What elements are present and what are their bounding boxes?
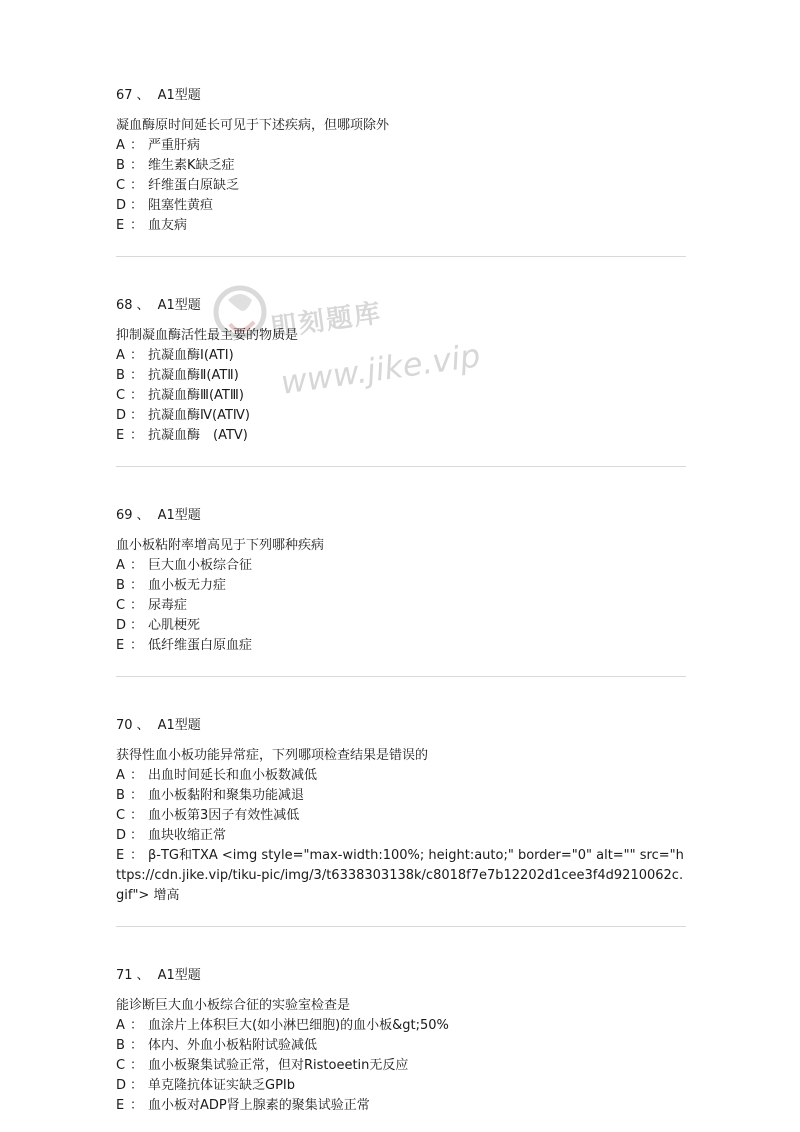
question-71 xyxy=(116,966,686,1116)
question-stem: 获得性血小板功能异常症，下列哪项检查结果是错误的 xyxy=(116,748,429,763)
option-b xyxy=(116,366,686,386)
option-text: β-TG和TXA <img style="max-width:100%; height:auto;" border="0" alt="" src="https://cdn.jike.vip/tiku-pic/img/3/t6338303138k/c8018f7e7b12202d1cee3f4d9210062c.gif"> 增高 xyxy=(116,848,684,903)
option-text: 抗凝血酶 (ATV) xyxy=(148,428,248,443)
option-colon: ： xyxy=(130,1038,144,1053)
option-letter: B xyxy=(116,788,125,803)
option-text: 纤维蛋白原缺乏 xyxy=(148,178,240,193)
option-text: 巨大血小板综合征 xyxy=(148,558,253,573)
option-letter: C xyxy=(116,388,126,403)
option-colon: ： xyxy=(130,158,144,173)
option-letter: D xyxy=(116,198,127,213)
option-text: 心肌梗死 xyxy=(148,618,201,633)
option-text: 抗凝血酶Ⅱ(ATⅡ) xyxy=(148,368,239,383)
option-letter: B xyxy=(116,368,125,383)
option-c xyxy=(116,386,686,406)
option-colon: ： xyxy=(130,788,144,803)
option-letter: A xyxy=(116,768,125,783)
option-text: 出血时间延长和血小板数减低 xyxy=(148,768,318,783)
option-colon: ： xyxy=(130,598,144,613)
option-c xyxy=(116,176,686,196)
option-colon: ： xyxy=(130,218,144,233)
question-header xyxy=(116,296,686,316)
option-letter: D xyxy=(116,828,127,843)
question-header xyxy=(116,506,686,526)
option-e xyxy=(116,216,686,236)
option-c xyxy=(116,806,686,826)
option-text: 单克隆抗体证实缺乏GPⅠb xyxy=(148,1078,295,1093)
divider xyxy=(116,926,686,927)
option-letter: A xyxy=(116,348,125,363)
watermark-text-cn: 即刻题库 xyxy=(268,298,384,344)
option-colon: ： xyxy=(130,1058,144,1073)
question-70 xyxy=(116,716,686,927)
question-header xyxy=(116,716,686,736)
option-colon: ： xyxy=(130,808,144,823)
option-text: 血小板聚集试验正常，但对Ristoeetin无反应 xyxy=(148,1058,409,1073)
option-e xyxy=(116,426,686,446)
option-text: 抗凝血酶Ⅳ(ATⅣ) xyxy=(148,408,250,423)
option-e xyxy=(116,636,686,656)
question-number: 70 xyxy=(116,718,133,733)
option-text: 阻塞性黄疸 xyxy=(148,198,214,213)
option-text: 血小板对ADP肾上腺素的聚集试验正常 xyxy=(148,1098,370,1113)
question-separator: 、 xyxy=(136,508,150,523)
question-type: A1型题 xyxy=(157,298,201,313)
option-colon: ： xyxy=(130,638,144,653)
question-separator: 、 xyxy=(136,718,150,733)
option-letter: D xyxy=(116,1078,127,1093)
option-colon: ： xyxy=(130,848,144,863)
option-b xyxy=(116,1036,686,1056)
option-colon: ： xyxy=(130,348,144,363)
option-letter: B xyxy=(116,578,125,593)
option-b xyxy=(116,576,686,596)
option-letter: C xyxy=(116,808,126,823)
option-d xyxy=(116,196,686,216)
option-colon: ： xyxy=(130,618,144,633)
option-colon: ： xyxy=(130,1078,144,1093)
watermark-text-en: www.jike.vip xyxy=(278,336,483,402)
option-letter: D xyxy=(116,408,127,423)
option-e xyxy=(116,846,686,906)
option-b xyxy=(116,156,686,176)
question-separator: 、 xyxy=(136,968,150,983)
option-colon: ： xyxy=(130,388,144,403)
option-d xyxy=(116,1076,686,1096)
option-colon: ： xyxy=(130,138,144,153)
option-colon: ： xyxy=(130,578,144,593)
question-69 xyxy=(116,506,686,677)
option-a xyxy=(116,136,686,156)
option-text: 血小板黏附和聚集功能减退 xyxy=(148,788,305,803)
option-letter: E xyxy=(116,1098,125,1113)
question-type: A1型题 xyxy=(157,968,201,983)
option-c xyxy=(116,1056,686,1076)
question-stem: 能诊断巨大血小板综合征的实验室检查是 xyxy=(116,998,351,1013)
question-type: A1型题 xyxy=(157,88,201,103)
option-text: 抗凝血酶Ⅲ(ATⅢ) xyxy=(148,388,244,403)
option-letter: B xyxy=(116,158,125,173)
question-number: 69 xyxy=(116,508,133,523)
divider xyxy=(116,676,686,677)
question-stem: 抑制凝血酶活性最主要的物质是 xyxy=(116,328,299,343)
option-b xyxy=(116,786,686,806)
option-letter: E xyxy=(116,218,125,233)
option-a xyxy=(116,346,686,366)
option-letter: A xyxy=(116,558,125,573)
divider xyxy=(116,466,686,467)
option-text: 低纤维蛋白原血症 xyxy=(148,638,253,653)
option-letter: E xyxy=(116,428,125,443)
option-text: 血涂片上体积巨大(如小淋巴细胞)的血小板&gt;50% xyxy=(148,1018,449,1033)
question-type: A1型题 xyxy=(157,718,201,733)
question-list xyxy=(116,86,686,1116)
option-letter: C xyxy=(116,598,126,613)
option-letter: E xyxy=(116,638,125,653)
question-header xyxy=(116,86,686,106)
question-header xyxy=(116,966,686,986)
option-text: 抗凝血酶Ⅰ(ATⅠ) xyxy=(148,348,234,363)
option-text: 血块收缩正常 xyxy=(148,828,227,843)
option-letter: A xyxy=(116,1018,125,1033)
question-68 xyxy=(116,296,686,467)
question-number: 67 xyxy=(116,88,133,103)
option-colon: ： xyxy=(130,1098,144,1113)
option-colon: ： xyxy=(130,1018,144,1033)
option-a xyxy=(116,556,686,576)
option-text: 维生素K缺乏症 xyxy=(148,158,235,173)
option-text: 血小板第3因子有效性减低 xyxy=(148,808,300,823)
option-text: 严重肝病 xyxy=(148,138,201,153)
option-e xyxy=(116,1096,686,1116)
option-colon: ： xyxy=(130,828,144,843)
question-separator: 、 xyxy=(136,298,150,313)
option-a xyxy=(116,766,686,786)
question-number: 71 xyxy=(116,968,133,983)
option-d xyxy=(116,616,686,636)
question-stem: 凝血酶原时间延长可见于下述疾病，但哪项除外 xyxy=(116,118,390,133)
option-letter: C xyxy=(116,178,126,193)
option-text: 尿毒症 xyxy=(148,598,188,613)
option-letter: C xyxy=(116,1058,126,1073)
divider xyxy=(116,256,686,257)
question-stem: 血小板粘附率增高见于下列哪种疾病 xyxy=(116,538,325,553)
option-colon: ： xyxy=(130,428,144,443)
question-67 xyxy=(116,86,686,257)
option-letter: A xyxy=(116,138,125,153)
option-text: 体内、外血小板粘附试验减低 xyxy=(148,1038,318,1053)
option-c xyxy=(116,596,686,616)
option-letter: D xyxy=(116,618,127,633)
option-text: 血小板无力症 xyxy=(148,578,227,593)
option-colon: ： xyxy=(130,178,144,193)
option-d xyxy=(116,826,686,846)
option-colon: ： xyxy=(130,408,144,423)
option-text: 血友病 xyxy=(148,218,188,233)
question-number: 68 xyxy=(116,298,133,313)
option-letter: E xyxy=(116,848,125,863)
option-colon: ： xyxy=(130,198,144,213)
option-a xyxy=(116,1016,686,1036)
option-colon: ： xyxy=(130,768,144,783)
question-type: A1型题 xyxy=(157,508,201,523)
option-colon: ： xyxy=(130,558,144,573)
option-letter: B xyxy=(116,1038,125,1053)
option-colon: ： xyxy=(130,368,144,383)
question-separator: 、 xyxy=(136,88,150,103)
option-d xyxy=(116,406,686,426)
